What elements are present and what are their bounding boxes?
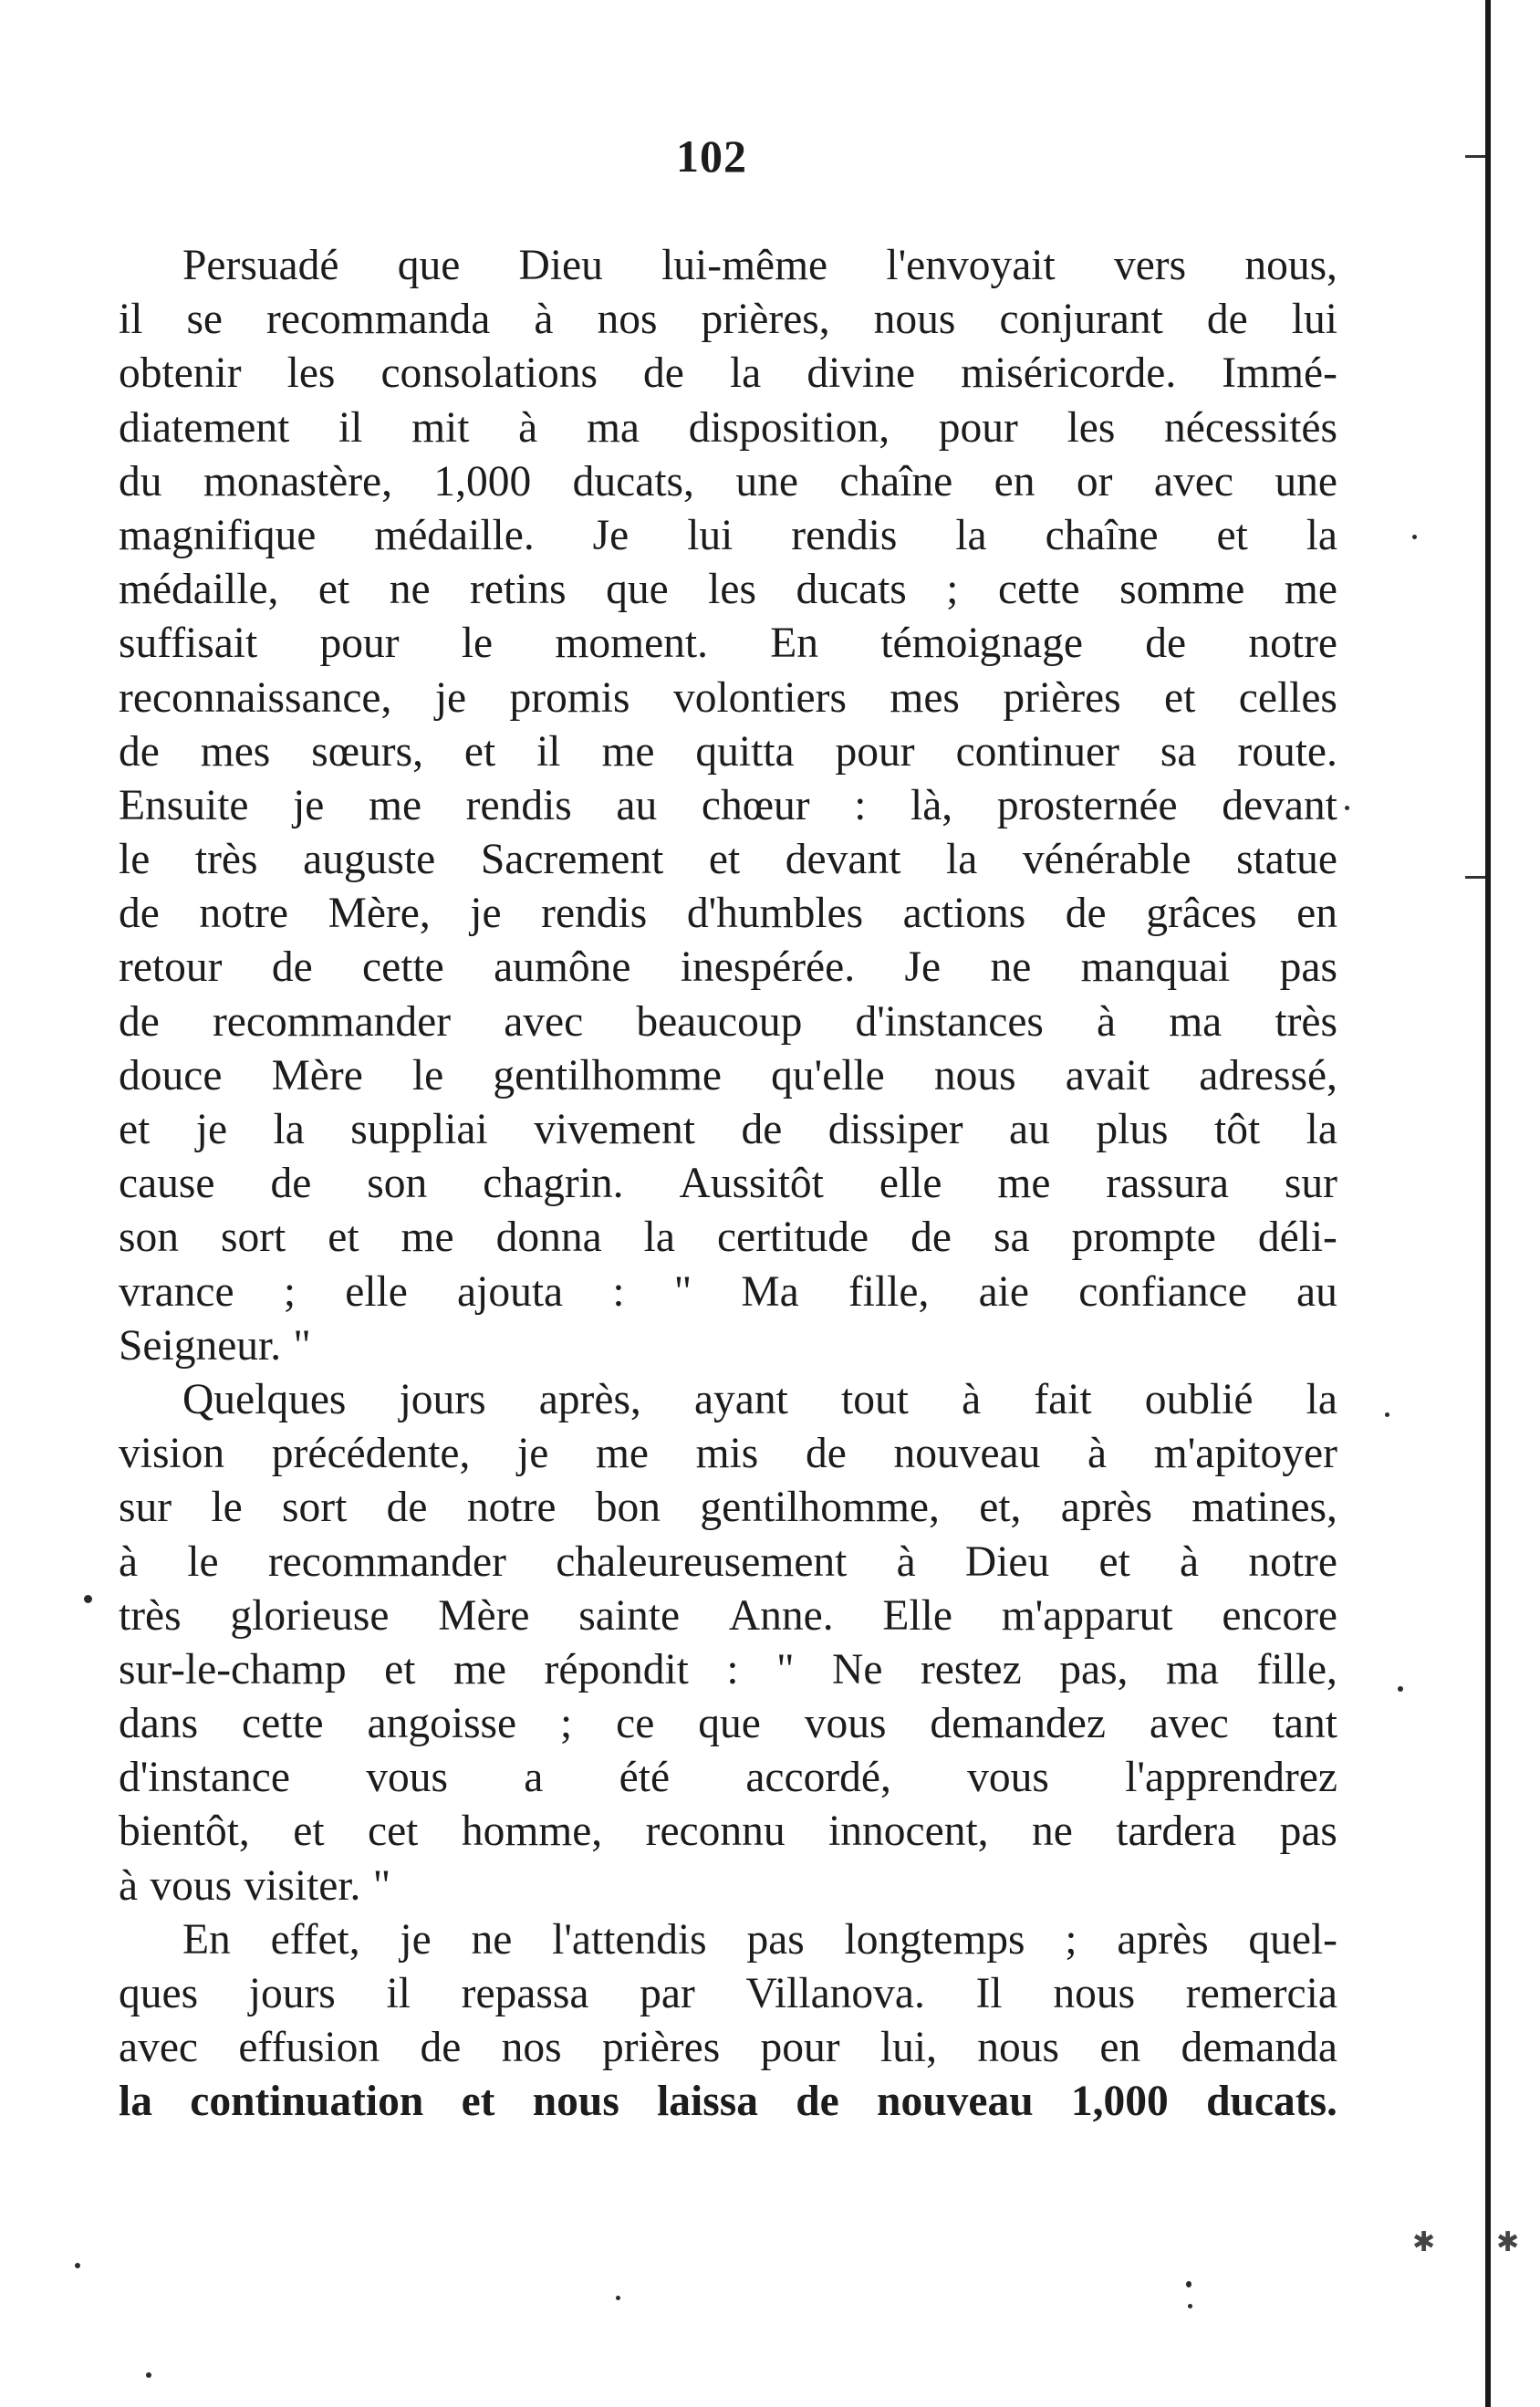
text-line: du monastère, 1,000 ducats, une chaîne en or avec une — [119, 457, 1337, 505]
text-line: Persuadé que Dieu lui-même l'envoyait vers nous, — [182, 242, 1337, 289]
text-line: son sort et me donna la certitude de sa prompte déli- — [119, 1214, 1337, 1262]
text-line: le très auguste Sacrement et devant la vénérable statue — [119, 836, 1337, 884]
text-line: vision précédente, je me mis de nouveau à m'apitoyer — [119, 1430, 1337, 1478]
body-text — [119, 239, 1337, 2130]
text-line: magnifique médaille. Je lui rendis la chaîne et la — [119, 511, 1337, 559]
page-edge — [1485, 0, 1491, 2407]
text-line: vrance ; elle ajouta : " Ma fille, aie confiance au — [119, 1267, 1337, 1316]
text-line: avec effusion de nos prières pour lui, nous en demanda — [119, 2024, 1337, 2072]
text-line: retour de cette aumône inespérée. Je ne manquai pas — [119, 943, 1337, 992]
text-line: suffisait pour le moment. En témoignage de notre — [119, 620, 1337, 668]
text-line: la continuation et nous laissa de nouveau 1,000 ducats. — [119, 2078, 1337, 2126]
text-line: à le recommander chaleureusement à Dieu et à notre — [119, 1537, 1337, 1586]
text-line: médaille, et ne retins que les ducats ; cette somme me — [119, 566, 1337, 614]
text-line: et je la suppliai vivement de dissiper au plus tôt la — [119, 1106, 1337, 1153]
text-line: Seigneur. " — [119, 1321, 311, 1370]
text-line: sur le sort de notre bon gentilhomme, et, après matines, — [119, 1484, 1337, 1532]
text-line: il se recommanda à nos prières, nous conjurant de lui — [119, 296, 1337, 344]
page-number: 102 — [676, 130, 747, 182]
text-line: obtenir les consolations de la divine miséricorde. Immé- — [119, 349, 1337, 398]
edge-mark — [1465, 155, 1485, 158]
text-line: cause de son chagrin. Aussitôt elle me rassura sur — [119, 1160, 1337, 1208]
text-line: très glorieuse Mère sainte Anne. Elle m'apparut encore — [119, 1591, 1337, 1640]
text-line: bientôt, et cet homme, reconnu innocent, ne tardera pas — [119, 1808, 1337, 1856]
text-line: ques jours il repassa par Villanova. Il nous remercia — [119, 1970, 1337, 2017]
text-line: de recommander avec beaucoup d'instances à ma très — [119, 997, 1337, 1046]
text-line: Ensuite je me rendis au chœur : là, prosternée devant — [119, 781, 1337, 829]
text-line: de mes sœurs, et il me quitta pour continuer sa route. — [119, 727, 1337, 776]
text-line: Quelques jours après, ayant tout à fait oublié la — [182, 1375, 1337, 1423]
text-line: diatement il mit à ma disposition, pour les nécessités — [119, 403, 1337, 452]
text-line: dans cette angoisse ; ce que vous demandez avec tant — [119, 1700, 1337, 1748]
text-line: d'instance vous a été accordé, vous l'apprendrez — [119, 1754, 1337, 1802]
text-line: En effet, je ne l'attendis pas longtemps ; après quel- — [182, 1915, 1337, 1964]
text-line: à vous visiter. " — [119, 1861, 391, 1910]
text-line: reconnaissance, je promis volontiers mes prières et celles — [119, 673, 1337, 722]
scan-mark: ✱ — [1496, 2226, 1520, 2258]
edge-mark — [1465, 876, 1485, 879]
scan-mark: ✱ — [1412, 2226, 1436, 2258]
text-line: sur-le-champ et me répondit : " Ne restez pas, ma fille, — [119, 1645, 1337, 1693]
text-line: de notre Mère, je rendis d'humbles actions de grâces en — [119, 890, 1337, 938]
text-line: douce Mère le gentilhomme qu'elle nous avait adressé, — [119, 1051, 1337, 1099]
